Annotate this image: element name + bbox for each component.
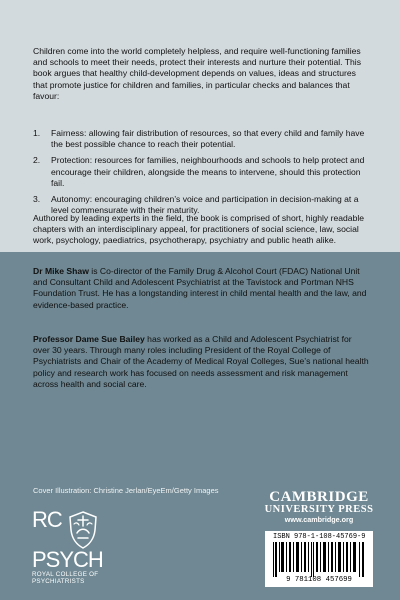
isbn-text: ISBN 978-1-108-45769-9 xyxy=(273,533,366,541)
authored-paragraph: Authored by leading experts in the field, the book is comprised of short, highly readable chapters with an interdisciplinary appeal, for practitioners of social science, law, social work, psychology, paediatrics, psychotherapy, psychiatry and public heath alike. xyxy=(33,213,365,246)
list-text: Fairness: allowing fair distribution of resources, so that every child and family have the best possible chance to reach their potential. xyxy=(51,128,365,150)
author-description: has worked as a Child and Adolescent Psychiatrist for over 30 years. Through many roles including President of the Royal College of Psychiatrists and Chair of the Academy of Medical Royal Colleges, Sue’s national health policy and research work has focused on needs assessment and risk management across health and social care. xyxy=(33,334,369,389)
publisher-url: www.cambridge.org xyxy=(284,515,354,524)
author-description: is Co-director of the Family Drug & Alcohol Court (FDAC) National Unit and Consultant Child and Adolescent Psychiatrist at the Tavistock and Portman NHS Foundation Trust. He has a longstanding interest in child mental health and the law, and evidence-based practice. xyxy=(33,266,367,310)
psych-text: PSYCH xyxy=(32,547,103,572)
list-number: 3. xyxy=(33,194,41,205)
list-number: 2. xyxy=(33,155,41,166)
barcode-number: 9 781108 457699 xyxy=(286,576,352,584)
author-bio xyxy=(33,266,369,311)
barcode-icon xyxy=(271,542,367,577)
intro-paragraph: Children come into the world completely helpless, and require well-functioning families and schools to meet their needs, protect their interests and nurture their potential. This book argues that healthy child-development depends on values, ideas and structures that promote justice for children and families, in particular checks and balances that favour: xyxy=(33,46,362,101)
cambridge-logo xyxy=(264,490,374,524)
publisher-name: CAMBRIDGE xyxy=(269,489,369,505)
author-bio xyxy=(33,334,369,390)
crest-icon xyxy=(66,510,100,550)
list-text: Protection: resources for families, neighbourhoods and schools to help protect and encourage their children, alongside the means to intervene, should this protection fail. xyxy=(51,155,365,188)
criteria-list xyxy=(33,128,369,221)
rc-text: RC xyxy=(32,507,62,532)
publisher-press: UNIVERSITY PRESS xyxy=(264,504,374,515)
rcpsych-top xyxy=(32,507,118,550)
list-number: 1. xyxy=(33,128,41,138)
list-item xyxy=(33,128,369,150)
list-item xyxy=(33,155,369,189)
college-name: ROYAL COLLEGE OF PSYCHIATRISTS xyxy=(32,571,99,585)
rcpsych-logo xyxy=(32,507,118,590)
list-text: Autonomy: encouraging children’s voice and participation in decision-making at a level commensurate with their maturity. xyxy=(51,194,359,216)
barcode-panel xyxy=(265,531,373,587)
author-name: Professor Dame Sue Bailey xyxy=(33,334,145,344)
author-name: Dr Mike Shaw xyxy=(33,266,89,276)
cover-credit: Cover Illustration: Christine Jerlan/EyeEm/Getty Images xyxy=(33,486,219,495)
